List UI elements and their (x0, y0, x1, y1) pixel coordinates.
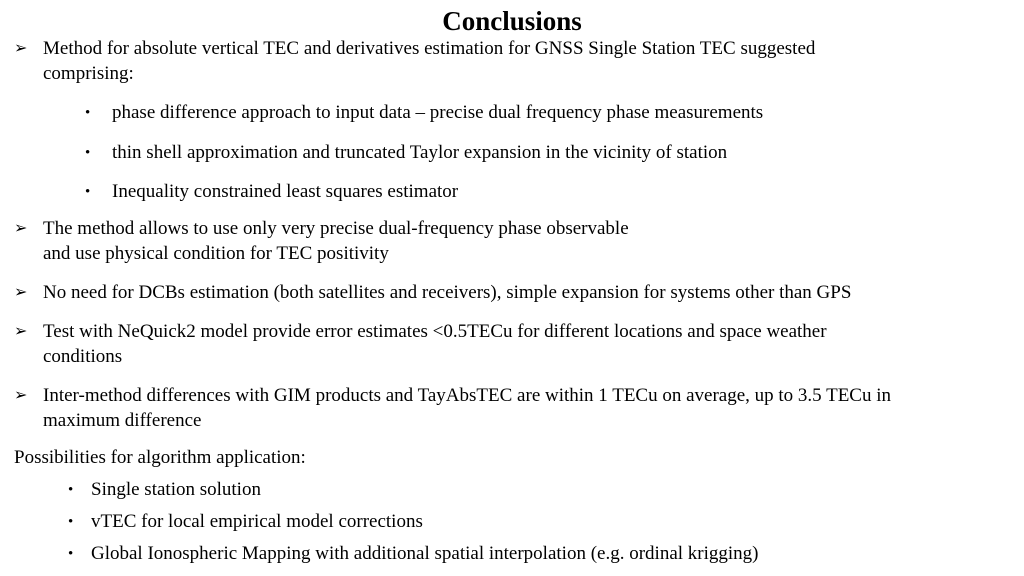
arrow-bullet-icon: ➢ (14, 40, 28, 57)
conclusion-item (0, 281, 1020, 306)
sub-list-item (85, 180, 459, 204)
sub-item-text: phase difference approach to input data – precise dual frequency phase measurements (112, 102, 764, 123)
sub-item-text: thin shell approximation and truncated Taylor expansion in the vicinity of station (112, 142, 728, 163)
bullet-dot-icon: • (85, 105, 91, 121)
application-item (68, 542, 759, 566)
conclusion-item (0, 37, 1020, 86)
conclusion-item (0, 384, 1020, 433)
bullet-dot-icon: • (68, 546, 74, 562)
conclusion-text: No need for DCBs estimation (both satellites and receivers), simple expansion for systems other than GPS (43, 282, 852, 303)
sub-item-text: Inequality constrained least squares estimator (112, 181, 459, 202)
conclusion-text: Inter-method differences with GIM products and TayAbsTEC are within 1 TECu on average, up to 3.5 TECu in maximum difference (43, 385, 892, 431)
bullet-dot-icon: • (68, 482, 74, 498)
bullet-dot-icon: • (68, 514, 74, 530)
application-item (68, 478, 261, 502)
application-text: vTEC for local empirical model corrections (91, 511, 423, 532)
arrow-bullet-icon: ➢ (14, 387, 28, 404)
slide-title: Conclusions (442, 6, 582, 36)
conclusion-text: Method for absolute vertical TEC and derivatives estimation for GNSS Single Station TEC suggested comprising: (43, 38, 816, 84)
bullet-dot-icon: • (85, 184, 91, 200)
application-text: Single station solution (91, 479, 261, 500)
arrow-bullet-icon: ➢ (14, 323, 28, 340)
application-text: Global Ionospheric Mapping with additional spatial interpolation (e.g. ordinal krigging) (91, 543, 759, 564)
arrow-bullet-icon: ➢ (14, 284, 28, 301)
bullet-dot-icon: • (85, 145, 91, 161)
arrow-bullet-icon: ➢ (14, 220, 28, 237)
application-item (68, 510, 423, 534)
conclusion-text: Test with NeQuick2 model provide error estimates <0.5TECu for different locations and space weather conditions (43, 321, 827, 367)
sub-list-item (85, 141, 728, 165)
sub-list-item (85, 101, 764, 125)
conclusion-item (0, 320, 1020, 369)
conclusion-item (0, 217, 1020, 266)
conclusion-text: The method allows to use only very precise dual-frequency phase observable and use physical condition for TEC positivity (43, 218, 629, 264)
applications-heading: Possibilities for algorithm application: (14, 447, 306, 468)
